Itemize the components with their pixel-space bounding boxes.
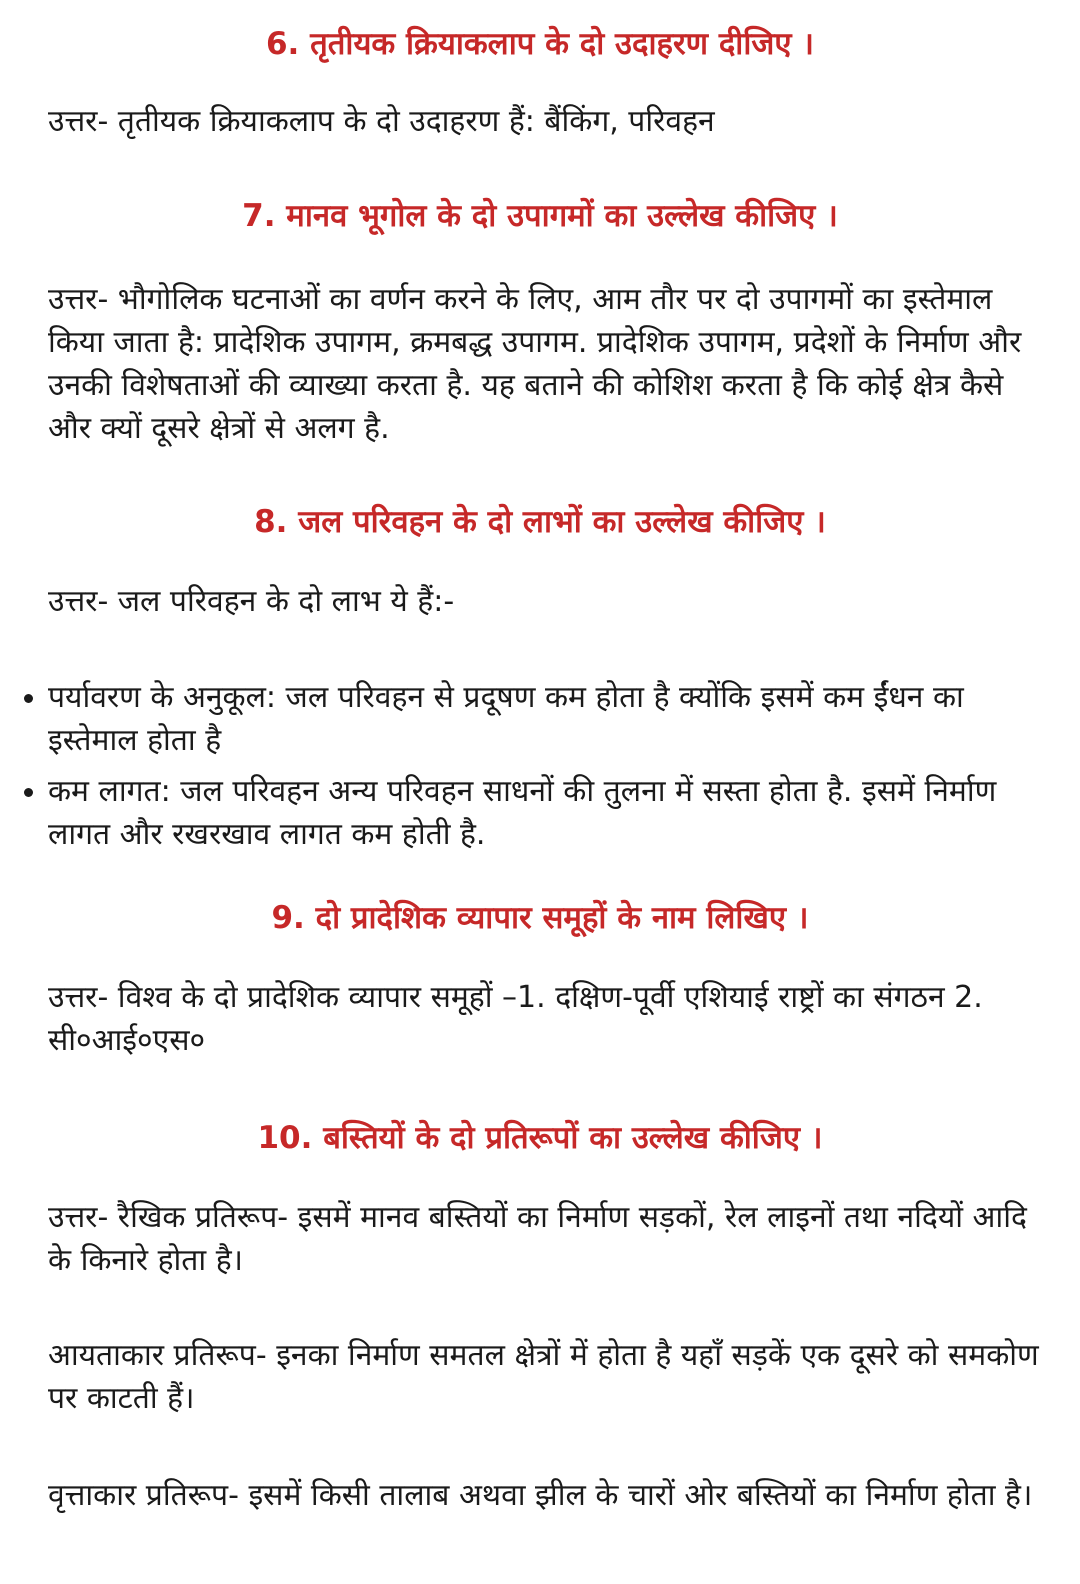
answer-7: उत्तर- भौगोलिक घटनाओं का वर्णन करने के लिए, आम तौर पर दो उपागमों का इस्तेमाल किया जाता है: प्रादेशिक उपागम, क्रमबद्ध उपागम. प्रादेशिक उपागम, प्रदेशों के निर्माण और उनकी विशेषताओं की व्याख्या करता है. यह बताने की कोशिश करता है कि कोई क्षेत्र कैसे और क्यों दूसरे क्षेत्रों से अलग है. <box>48 282 1022 446</box>
answer-10-paragraph-1: उत्तर- रैखिक प्रतिरूप- इसमें मानव बस्तियों का निर्माण सड़कों, रेल लाइनों तथा नदियों आदि के किनारे होता है। <box>48 1200 1027 1278</box>
bullet-text: कम लागत: जल परिवहन अन्य परिवहन साधनों की तुलना में सस्ता होता है. इसमें निर्माण लागत और रखरखाव लागत कम होती है. <box>48 774 997 852</box>
answer-8-bullet-list <box>48 676 1048 864</box>
answer-9: उत्तर- विश्व के दो प्रादेशिक व्यापार समूहों –1. दक्षिण-पूर्वी एशियाई राष्ट्रों का संगठन 2. सी०आई०एस० <box>48 980 983 1058</box>
list-item <box>48 676 1048 762</box>
question-9-heading: 9. दो प्रादेशिक व्यापार समूहों के नाम लिखिए । <box>271 900 809 936</box>
question-7-heading: 7. मानव भूगोल के दो उपागमों का उल्लेख कीजिए । <box>242 198 838 234</box>
answer-10-paragraph-3: वृत्ताकार प्रतिरूप- इसमें किसी तालाब अथवा झील के चारों ओर बस्तियों का निर्माण होता है। <box>48 1478 1033 1513</box>
bullet-text: पर्यावरण के अनुकूल: जल परिवहन से प्रदूषण कम होता है क्योंकि इसमें कम ईंधन का इस्तेमाल होता है <box>48 680 964 758</box>
bullet-icon <box>24 694 33 703</box>
question-10-heading: 10. बस्तियों के दो प्रतिरूपों का उल्लेख कीजिए । <box>257 1120 823 1156</box>
answer-8-intro: उत्तर- जल परिवहन के दो लाभ ये हैं:- <box>48 584 455 619</box>
answer-6: उत्तर- तृतीयक क्रियाकलाप के दो उदाहरण हैं: बैंकिंग, परिवहन <box>48 104 715 139</box>
answer-10-paragraph-2: आयताकार प्रतिरूप- इनका निर्माण समतल क्षेत्रों में होता है यहाँ सड़कें एक दूसरे को समकोण पर काटती हैं। <box>48 1338 1039 1416</box>
bullet-icon <box>24 788 33 797</box>
question-6-heading: 6. तृतीयक क्रियाकलाप के दो उदाहरण दीजिए । <box>265 26 815 62</box>
list-item <box>48 770 1048 856</box>
question-8-heading: 8. जल परिवहन के दो लाभों का उल्लेख कीजिए । <box>254 504 826 540</box>
